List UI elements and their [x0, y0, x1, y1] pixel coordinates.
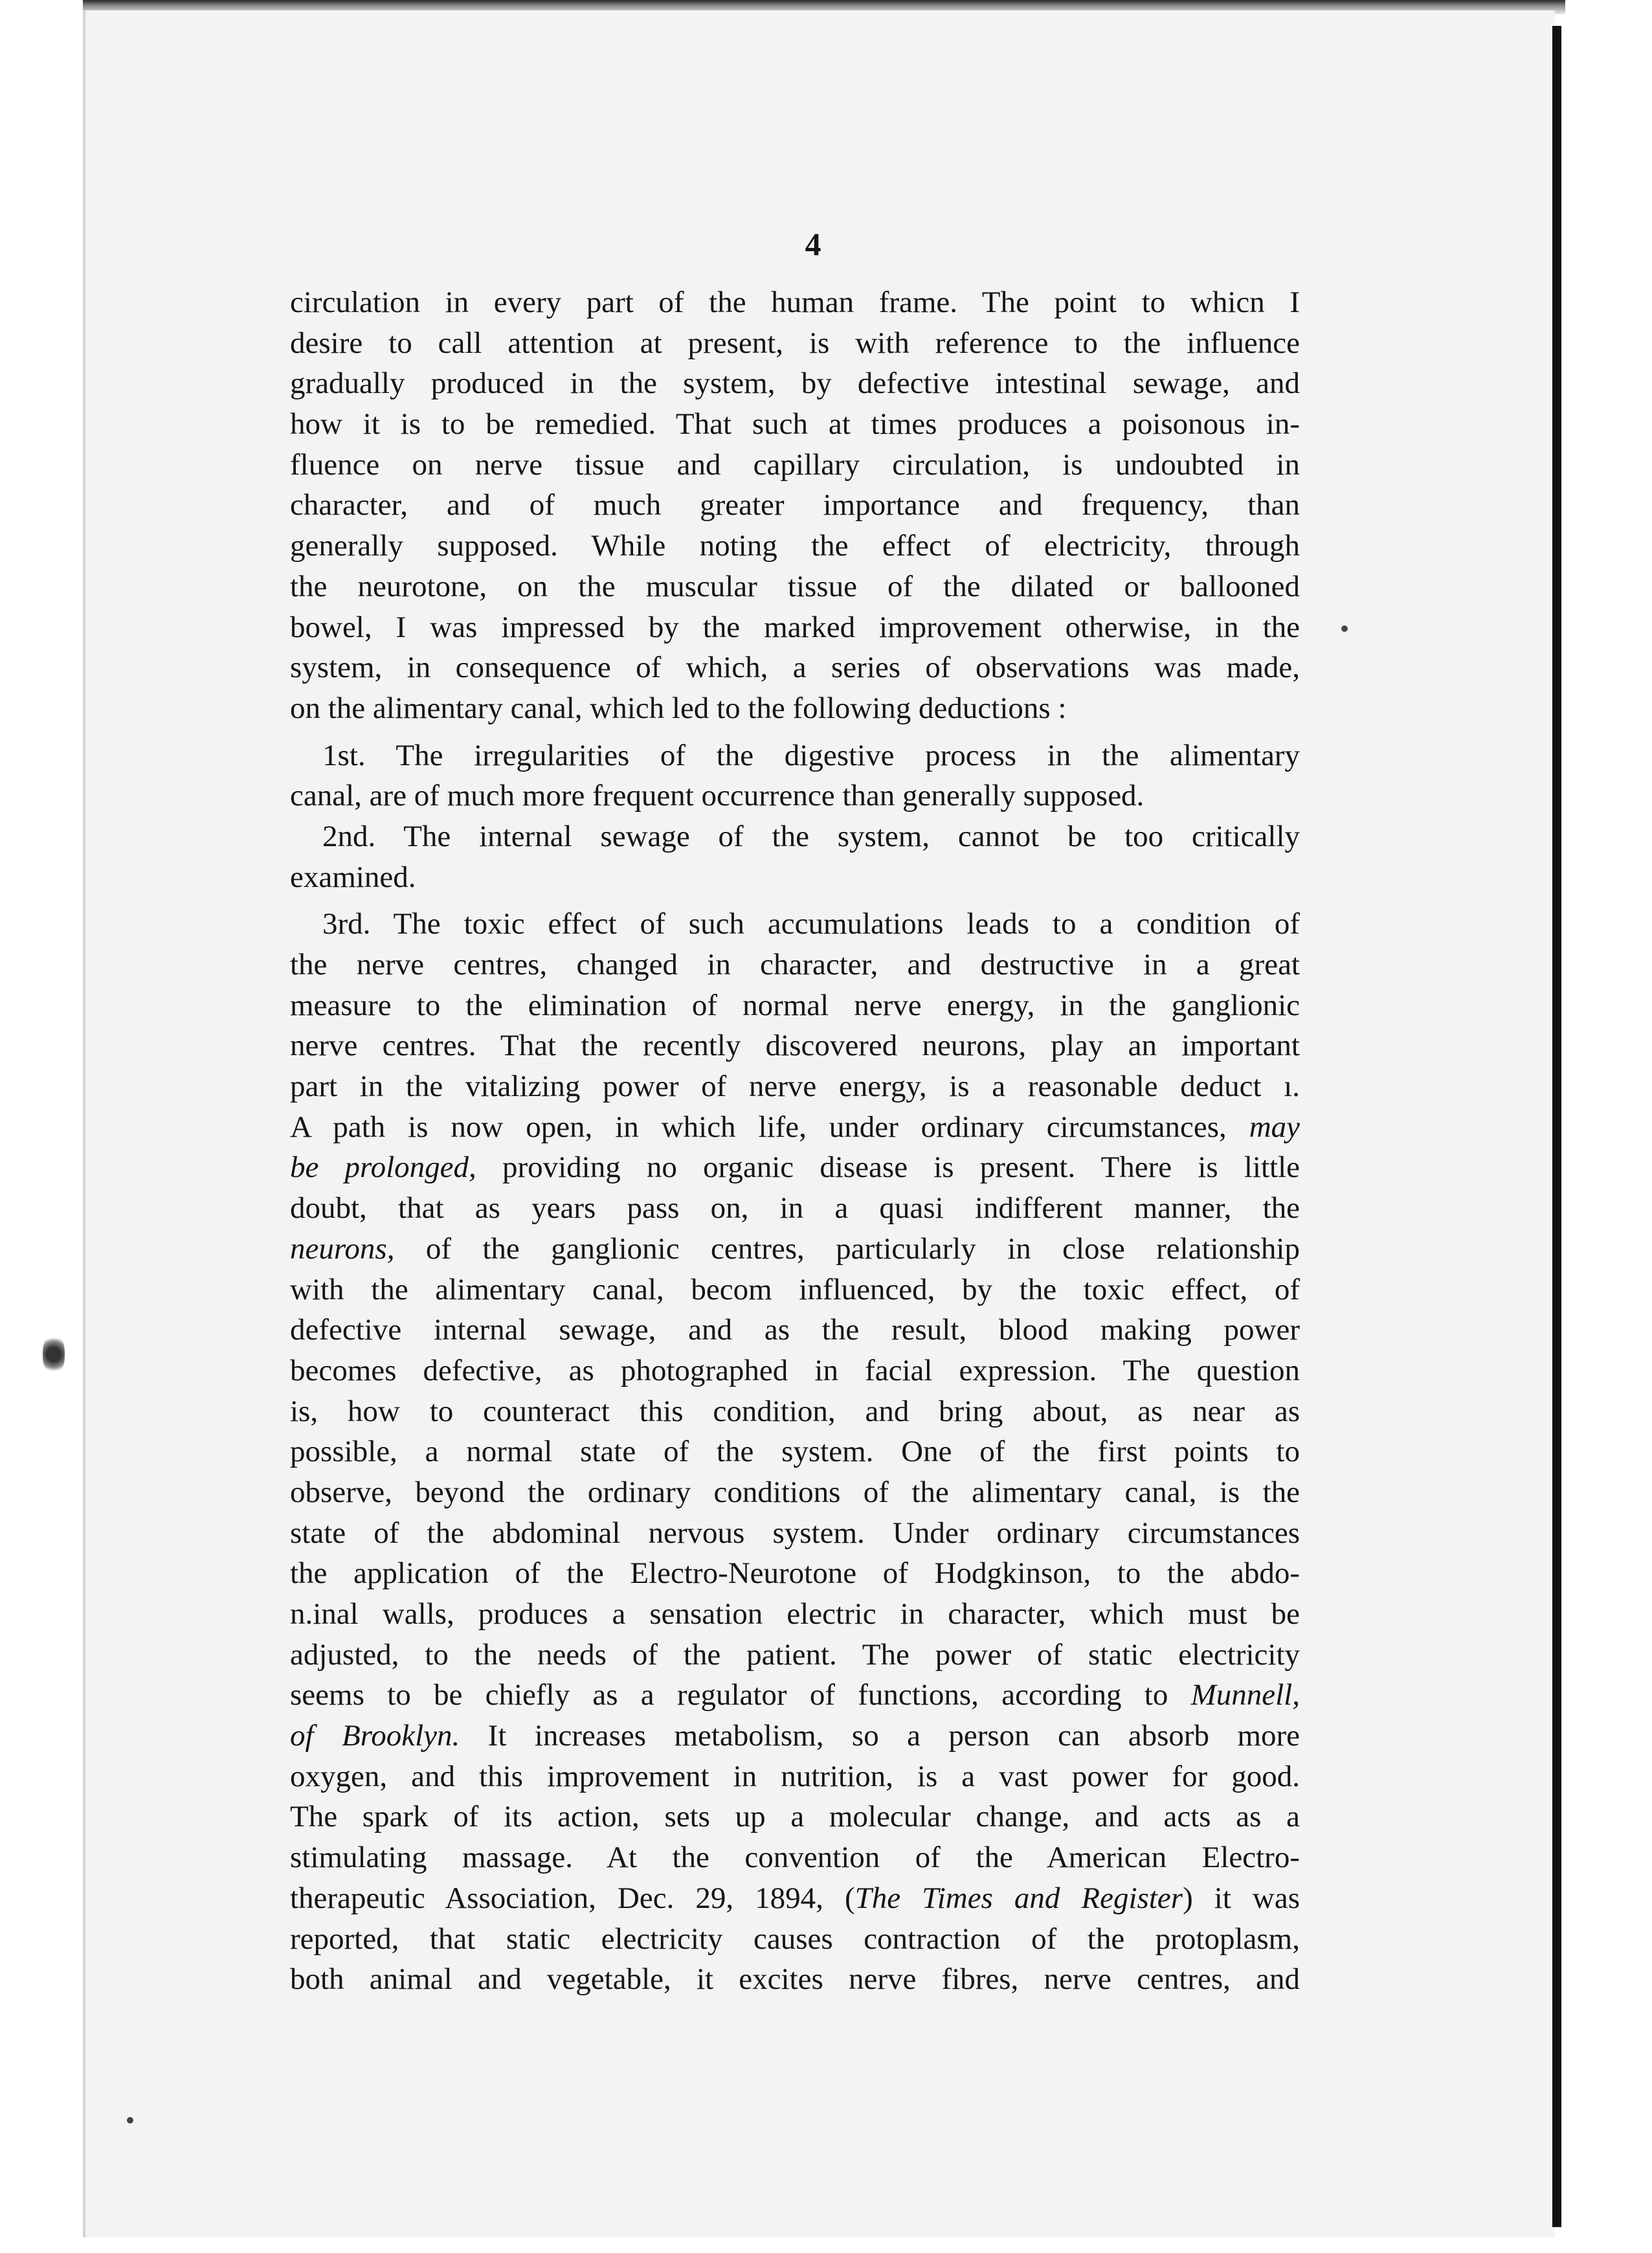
text-line: 1st. The irregularities of the digestive process in the alimentary — [322, 738, 1300, 772]
text-line: state of the abdominal nervous system. Under ordinary circumstances — [290, 1516, 1300, 1550]
text-run: seems to be chiefly as a regulator of functions, according to — [290, 1678, 1191, 1712]
italic-run: may — [1249, 1110, 1300, 1144]
text-line — [290, 1147, 1300, 1188]
margin-speck — [43, 1334, 65, 1375]
text-line: possible, a normal state of the system. One of the first points to — [290, 1435, 1300, 1469]
page-number: 4 — [805, 226, 821, 262]
text-line: canal, are of much more frequent occurrence than generally supposed. — [290, 779, 1144, 813]
text-line — [290, 1107, 1300, 1148]
text-line: with the alimentary canal, becom influenced, by the toxic effect, of — [290, 1272, 1300, 1306]
text-line: the nerve centres, changed in character, and destructive in a great — [290, 948, 1300, 981]
text-line: gradually produced in the system, by defective intestinal sewage, and — [290, 366, 1300, 401]
text-run: providing no organic disease is present. There is little — [476, 1150, 1300, 1185]
body-text — [290, 282, 1300, 2000]
text-line: the neurotone, on the muscular tissue of the dilated or ballooned — [290, 569, 1300, 603]
text-line: defective internal sewage, and as the result, blood making power — [290, 1313, 1300, 1347]
paragraph-2 — [290, 735, 1300, 816]
text-line: observe, beyond the ordinary conditions of the alimentary canal, is the — [290, 1475, 1300, 1509]
text-line: bowel, I was impressed by the marked improvement otherwise, in the — [290, 610, 1300, 644]
text-line: system, in consequence of which, a series of observations was made, — [290, 651, 1300, 685]
text-line: reported, that static electricity causes contraction of the protoplasm, — [290, 1922, 1300, 1956]
text-line: how it is to be remedied. That such at times produces a poisonous in- — [290, 407, 1300, 442]
italic-run: The Times and Register — [854, 1881, 1183, 1915]
text-line: both animal and vegetable, it excites nerve fibres, nerve centres, and — [290, 1962, 1300, 1997]
text-line: oxygen, and this improvement in nutrition, is a vast power for good. — [290, 1759, 1300, 1793]
text-line: doubt, that as years pass on, in a quasi indifferent manner, the — [290, 1191, 1300, 1226]
text-line: is, how to counteract this condition, and bring about, as near as — [290, 1394, 1300, 1428]
paragraph-4 — [290, 904, 1300, 2000]
text-run: ) it was — [1183, 1881, 1300, 1915]
text-line — [290, 1878, 1300, 1919]
text-line — [290, 1229, 1300, 1270]
text-run: of the ganglionic centres, particularly in close relationship — [394, 1231, 1300, 1266]
binding-edge — [1552, 26, 1561, 2227]
text-line: becomes defective, as photographed in facial expression. The question — [290, 1353, 1300, 1387]
text-run: A path is now open, in which life, under ordinary circumstances, — [290, 1110, 1249, 1144]
text-line: The spark of its action, sets up a molecular change, and acts as a — [290, 1800, 1300, 1834]
text-line: the application of the Electro-Neurotone of Hodgkinson, to the abdo- — [290, 1556, 1300, 1591]
text-line — [290, 1675, 1300, 1716]
text-line: fluence on nerve tissue and capillary circulation, is undoubted in — [290, 447, 1300, 482]
text-line: generally supposed. While noting the effect of electricity, through — [290, 529, 1300, 563]
text-line: on the alimentary canal, which led to the following deductions : — [290, 691, 1067, 725]
margin-dot — [1341, 625, 1348, 632]
text-line: desire to call attention at present, is with reference to the influence — [290, 326, 1300, 360]
text-run: It increases metabolism, so a person can absorb more — [460, 1719, 1300, 1753]
italic-run: of Brooklyn. — [290, 1719, 460, 1753]
text-run: therapeutic Association, Dec. 29, 1894, ( — [290, 1881, 855, 1915]
italic-run: Munnell, — [1190, 1678, 1300, 1712]
text-line: stimulating massage. At the convention of the American Electro- — [290, 1841, 1300, 1875]
text-line: 2nd. The internal sewage of the system, cannot be too critically — [322, 819, 1300, 853]
text-line: circulation in every part of the human frame. The point to whicn I — [290, 286, 1300, 319]
text-line: nerve centres. That the recently discovered neurons, play an important — [290, 1029, 1300, 1063]
text-line: character, and of much greater importance and frequency, than — [290, 488, 1300, 522]
italic-run: be prolonged, — [290, 1150, 476, 1185]
text-line: 3rd. The toxic effect of such accumulations leads to a condition of — [322, 907, 1300, 941]
text-line: n.inal walls, produces a sensation electric in character, which must be — [290, 1597, 1300, 1631]
paragraph-1 — [290, 282, 1300, 729]
paragraph-3 — [290, 816, 1300, 897]
text-line — [290, 1716, 1300, 1756]
text-line: measure to the elimination of normal nerve energy, in the ganglionic — [290, 988, 1300, 1022]
text-line: examined. — [290, 860, 416, 894]
text-line: part in the vitalizing power of nerve energy, is a reasonable deduct ı. — [290, 1070, 1300, 1104]
italic-run: neurons, — [290, 1231, 395, 1266]
margin-dot — [127, 2117, 133, 2124]
text-line: adjusted, to the needs of the patient. The power of static electricity — [290, 1637, 1300, 1672]
